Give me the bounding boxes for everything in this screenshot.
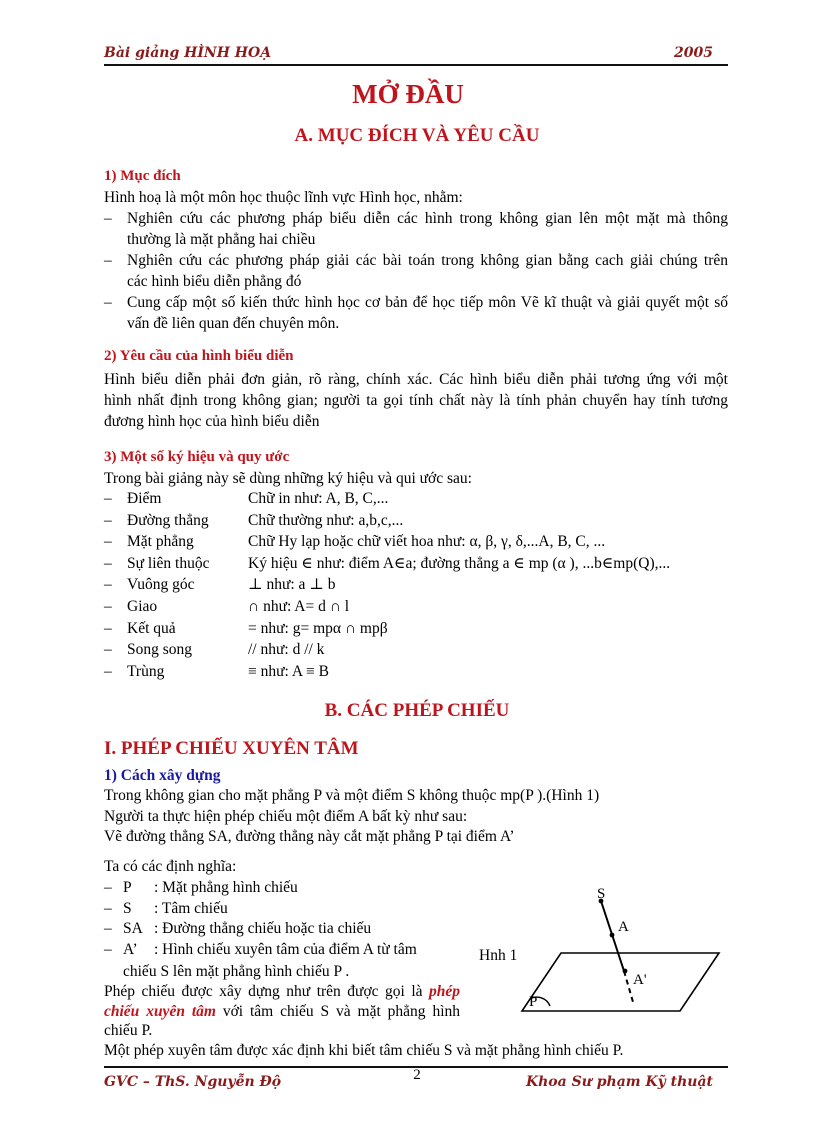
part1-line-1: Trong không gian cho mặt phẳng P và một điểm S không thuộc mp(P ).(Hình 1) [104,787,600,804]
label-p: P [529,994,538,1010]
s2-heading: 2) Yêu cầu của hình biểu diễn [104,348,294,364]
s3-intro: Trong bài giảng này sẽ dùng những ký hiệu và qui ước sau: [104,470,472,487]
part1-subheading: 1) Cách xây dựng [104,767,221,784]
para-line-1: Phép chiếu được xây dựng như trên được gọi là phép [104,983,460,1000]
symbol-row: – Đường thẳng Chữ thường như: a,b,c,... [104,511,404,529]
s1-bullet-2b: các hình biểu diễn phẳng đó [127,273,302,290]
symbol-row: – Song song // như: d // k [104,641,325,659]
label-a-prime: A' [633,972,647,988]
s1-heading: 1) Mục đích [104,168,181,184]
header-right: 2005 [674,45,713,61]
definition-item: – A’ : Hình chiếu xuyên tâm của điểm A từ tâm [104,940,417,958]
label-a: A [618,919,629,935]
part1-heading: I. PHÉP CHIẾU XUYÊN TÂM [104,738,359,759]
footer-left: GVC – ThS. Nguyễn Độ [104,1074,282,1090]
symbol-row: – Mặt phẳng Chữ Hy lạp hoặc chữ viết hoa như: α, β, γ, δ,...A, B, C, ... [104,533,606,551]
symbol-row: – Giao ∩ như: A= d ∩ l [104,597,350,615]
point-a-prime [623,969,628,974]
para-line-3: chiếu P. [104,1022,153,1039]
s1-bullet-1b: thường là mặt phẳng hai chiều [127,231,316,248]
s1-bullet-2a: Nghiên cứu các phương pháp giải các bài toán trong không gian bằng cach giải chúng trên [127,252,728,269]
s1-bullet-1a: Nghiên cứu các phương pháp biểu diễn các hình trong không gian lên một mặt mà thông [127,210,728,227]
defs-intro: Ta có các định nghĩa: [104,858,237,875]
s1-bullet-3b: vấn đề liên quan đến chuyên môn. [127,315,340,332]
symbol-row: – Điểm Chữ in như: A, B, C,... [104,490,389,507]
part1-line-2: Người ta thực hiện phép chiếu một điểm A bất kỳ như sau: [104,808,468,825]
symbol-row: – Vuông góc ⊥ như: a ⊥ b [104,576,336,594]
symbol-row: – Trùng ≡ như: A ≡ B [104,662,330,680]
header-rule [104,64,728,66]
s1-bullet-3a: Cung cấp một số kiến thức hình học cơ bản để học tiếp môn Vẽ kĩ thuật và giải quyết một số [127,294,728,311]
s1-dash-2: – [104,252,112,269]
projection-ray-hidden [624,971,633,1002]
section-a-heading: A. MỤC ĐÍCH VÀ YÊU CẦU [294,125,540,146]
def4-continuation: chiếu S lên mặt phẳng hình chiếu P . [123,963,350,980]
point-a [610,933,615,938]
s1-dash-1: – [104,210,112,227]
central-projection-figure [470,880,730,1020]
s2-line-2: hình nhất định trong không gian; người ta gọi tính chất này là tính phản chuyển hay tính tương [104,392,728,409]
part1-line-3: Vẽ đường thẳng SA, đường thẳng này cắt mặt phẳng P tại điểm A’ [104,828,515,845]
definitions-list [104,878,417,960]
page-number: 2 [413,1067,421,1083]
symbol-row: – Kết quả = như: g= mpα ∩ mpβ [104,619,388,637]
para-last: Một phép xuyên tâm được xác định khi biết tâm chiếu S và mặt phẳng hình chiếu P. [104,1042,624,1059]
definition-item: – S : Tâm chiếu [104,899,228,917]
definition-item: – SA : Đường thẳng chiếu hoặc tia chiếu [104,920,372,938]
definition-item: – P : Mặt phẳng hình chiếu [104,879,298,896]
para-line-2: chiếu xuyên tâm với tâm chiếu S và mặt phẳng hình [104,1003,460,1020]
section-b-heading: B. CÁC PHÉP CHIẾU [324,700,510,721]
s2-line-1: Hình biểu diễn phải đơn giản, rõ ràng, chính xác. Các hình biểu diễn phải tương ứng với một [104,371,728,388]
s2-line-3: đương hình học của hình biểu diễn [104,413,320,430]
label-s: S [597,886,606,902]
s1-intro: Hình hoạ là một môn học thuộc lĩnh vực Hình học, nhằm: [104,189,463,206]
footer-right: Khoa Sư phạm Kỹ thuật [525,1074,713,1090]
symbols-table [104,489,670,683]
figure-caption: Hnh 1 [479,947,518,964]
header-left: Bài giảng HÌNH HOẠ [104,45,272,61]
s1-dash-3: – [104,294,112,311]
symbol-row: – Sự liên thuộc Ký hiệu ∈ như: điểm A∈a; đường thẳng a ∈ mp (α ), ...b∈mp(Q),... [104,554,671,572]
s3-heading: 3) Một số ký hiệu và quy ước [104,449,290,465]
page-title: MỞ ĐẦU [352,79,464,109]
